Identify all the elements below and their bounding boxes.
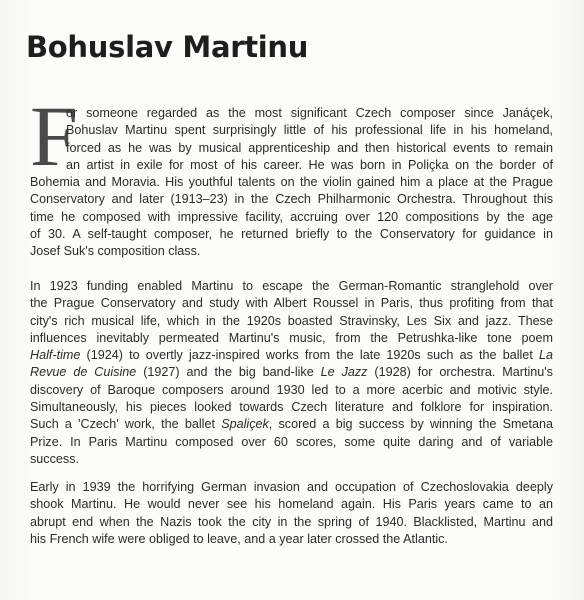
work-title-revue-de-cuisine: Revue de Cuisine (30, 365, 137, 380)
text-line: success. (30, 451, 79, 466)
text-line (30, 364, 553, 381)
text-line: influences inevitably permeated Martinu's music, from the Petrushka-like tone poem (30, 330, 553, 345)
text-line: the Prague Conservatory and study with Albert Roussel in Paris, thus profiting from that (30, 296, 553, 311)
text-line: Simultaneously, his pieces looked towards Czech literature and folklore for inspiration. (30, 400, 553, 415)
text-line: shook Martinu. He would never see his homeland again. His Paris years came to an (30, 497, 553, 512)
work-title-half-time: Half-time (30, 348, 81, 363)
paragraph-paris-years (30, 278, 553, 468)
text-line: an artist in exile for most of his career. He was born in Poliçka on the border of (66, 157, 553, 172)
text-line: of 30. A self-taught composer, he returned briefly to the Conservatory for guidance in (30, 227, 553, 242)
text-line: his French wife were obliged to leave, and a year later crossed the Atlantic. (30, 531, 448, 546)
text-line: Conservatory and later (1913–23) in the Czech Philharmonic Orchestra. Throughout this (30, 192, 553, 207)
text-line: time he composed with impressive facility, accruing over 120 compositions by the age (30, 209, 553, 224)
text-line: or someone regarded as the most significant Czech composer since Janáçek, (66, 106, 553, 120)
text-line: Josef Suk's composition class. (30, 244, 201, 259)
text-line: Early in 1939 the horrifying German invasion and occupation of Czechoslovakia deeply (30, 480, 553, 494)
text-line: city's rich musical life, which in the 1920s boasted Stravinsky, Les Six and jazz. These (30, 313, 553, 328)
work-title-le-jazz: Le Jazz (320, 365, 368, 380)
page-title: Bohuslav Martinu (26, 30, 309, 64)
paragraph-early-life (30, 105, 553, 261)
text-run: (1928) for orchestra. Martinu's (367, 365, 553, 380)
text-run: , scored a big success by winning the Smetana (268, 417, 553, 432)
text-line: abrupt end when the Nazis took the city in the spring of 1940. Blacklisted, Martinu and (30, 514, 553, 529)
text-line (30, 347, 553, 364)
work-title-spalicek: Spaliçek (221, 417, 269, 432)
text-line: Bohemia and Moravia. His youthful talents on the violin gained him a place at the Prague (30, 175, 553, 190)
text-line: Prize. In Paris Martinu composed over 60 scores, some quite daring and of variable (30, 434, 553, 449)
text-line: discovery of Baroque composers around 1930 led to a more acerbic and motivic style. (30, 382, 553, 397)
text-run: (1924) to overtly jazz-inspired works from the late 1920s such as the ballet (80, 348, 539, 363)
drop-cap-letter: F (30, 88, 78, 184)
paragraph-exile (30, 479, 553, 548)
text-run: Such a 'Czech' work, the ballet (30, 417, 222, 432)
text-line: Bohuslav Martinu spent surprisingly little of his professional life in his homeland, (66, 123, 553, 138)
text-run: (1927) and the big band-like (136, 365, 321, 380)
text-line: In 1923 funding enabled Martinu to escape the German-Romantic stranglehold over (30, 279, 553, 293)
text-line: forced as he was by musical apprenticeship and then historical events to remain (66, 140, 553, 155)
text-line (30, 416, 553, 433)
work-title-la-revue-part: La (538, 348, 553, 363)
